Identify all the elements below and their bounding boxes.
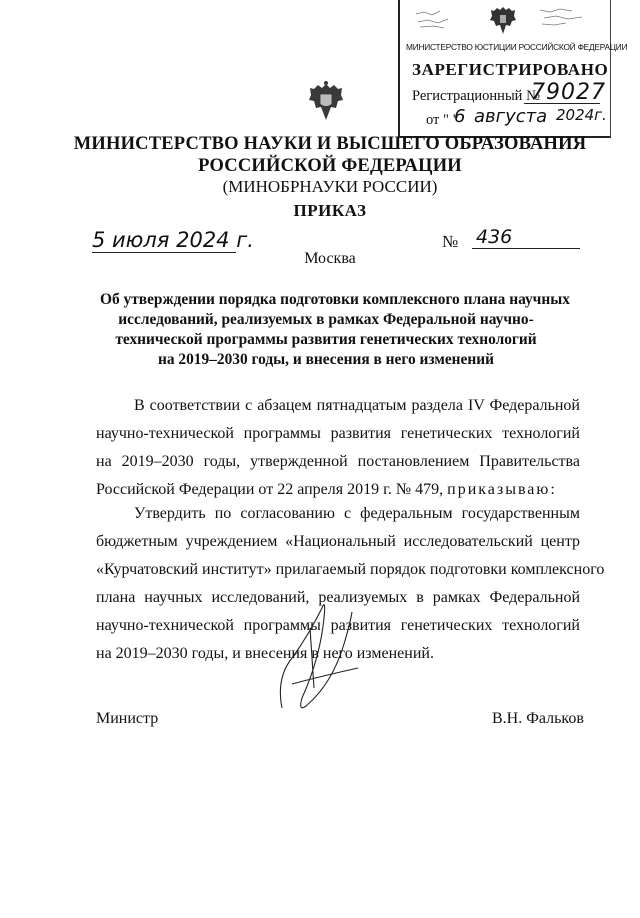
text-line: Утвердить по согласованию с федеральным государственным <box>134 505 580 522</box>
order-title <box>100 290 570 370</box>
ministry-name-line1: МИНИСТЕРСТВО НАУКИ И ВЫСШЕГО ОБРАЗОВАНИЯ <box>73 134 587 154</box>
title-line: технической программы развития генетических технологий <box>115 331 537 348</box>
stamp-date-year: 2024г. <box>556 106 607 124</box>
text-line: на 2019–2030 годы, и внесения в него изменений. <box>96 645 434 662</box>
double-eagle-emblem-icon <box>488 4 518 38</box>
registration-stamp <box>398 0 628 138</box>
signer-name: В.Н. Фальков <box>492 710 584 727</box>
ministry-short-name: (МИНОБРНАУКИ РОССИИ) <box>222 177 438 196</box>
text-line: В соответствии с абзацем пятнадцатым раздела IV Федеральной <box>134 397 580 414</box>
order-word: приказываю: <box>447 481 557 498</box>
order-number-label: № <box>442 232 459 251</box>
stamp-ministry: МИНИСТЕРСТВО ЮСТИЦИИ РОССИЙСКОЙ ФЕДЕРАЦИИ <box>406 42 628 52</box>
stamp-reg-number-label: Регистрационный № <box>412 88 540 104</box>
text-line: Российской Федерации от 22 апреля 2019 г. № 479, <box>96 481 444 498</box>
order-date: 5 июля 2024 г. <box>92 228 254 252</box>
document-type: ПРИКАЗ <box>293 201 367 220</box>
stamp-noise-left <box>414 8 472 30</box>
city: Москва <box>304 250 356 267</box>
text-line: бюджетным учреждением «Национальный исследовательский центр <box>96 533 580 550</box>
stamp-reg-number: 79027 <box>531 80 606 105</box>
text-line: научно-технической программы развития генетических технологий <box>96 617 580 634</box>
title-line: Об утверждении порядка подготовки комплексного плана научных <box>100 291 570 308</box>
stamp-date-month: августа <box>474 106 548 127</box>
stamp-noise-right <box>538 6 600 28</box>
handwritten-signature <box>262 588 382 736</box>
text-line: «Курчатовский институт» прилагаемый порядок подготовки комплексного <box>96 561 605 578</box>
paragraph-basis <box>96 392 580 504</box>
text-line: плана научных исследований, реализуемых в рамках Федеральной <box>96 589 580 606</box>
title-line: на 2019–2030 годы, и внесения в него изменений <box>157 351 494 368</box>
text-line: на 2019–2030 годы, утвержденной постановлением Правительства <box>96 453 580 470</box>
title-line: исследований, реализуемых в рамках Федеральной научно- <box>118 311 534 328</box>
order-number: 436 <box>472 226 580 249</box>
stamp-date-day: 6 <box>454 106 466 127</box>
stamp-date-label: от " " <box>426 112 459 128</box>
signer-position: Министр <box>96 710 159 727</box>
stamp-reg-number-underline <box>524 103 600 104</box>
ministry-name-line2: РОССИЙСКОЙ ФЕДЕРАЦИИ <box>198 156 462 176</box>
coat-of-arms-icon <box>306 80 346 124</box>
text-line: научно-технической программы развития генетических технологий <box>96 425 580 442</box>
stamp-registered: ЗАРЕГИСТРИРОВАНО <box>412 60 609 79</box>
